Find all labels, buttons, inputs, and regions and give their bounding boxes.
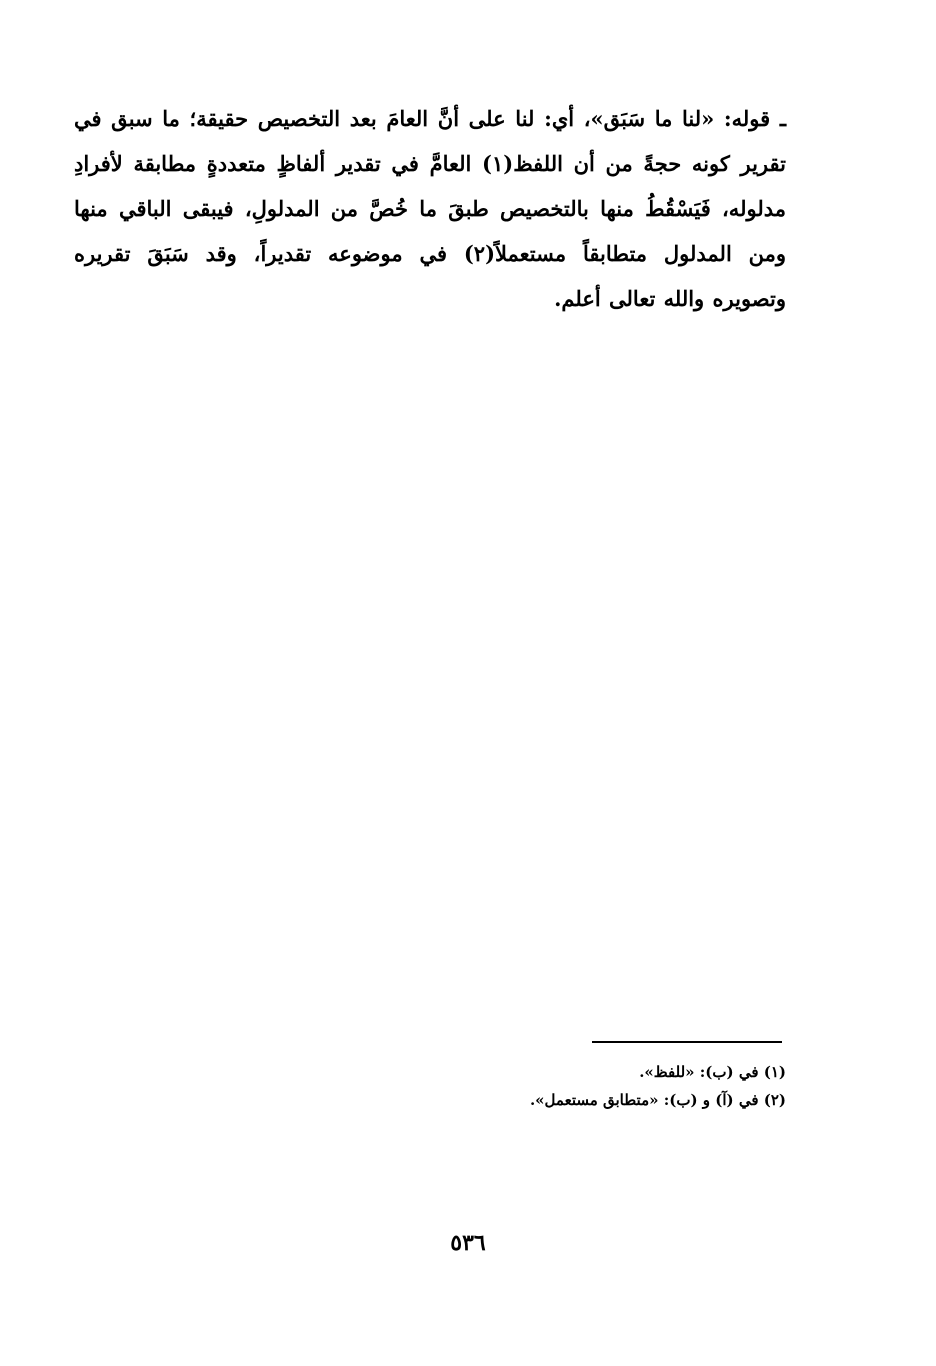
footnote-separator [592, 1041, 782, 1043]
main-text-block [74, 96, 786, 321]
footnote-1: (١) في (ب): «للفظ». [639, 1063, 786, 1081]
body-paragraph: ـ قوله: «لنا ما سَبَق»، أي: لنا على أنَّ العامَ بعد التخصيص حقيقة؛ ما سبق في تقرير كونه حجةً من أن اللفظ(١) العامَّ في تقدير ألفاظٍ متعددةٍ مطابقة لأفرادِ مدلوله، فَيَسْقُطُ منها بالتخصيص طبقَ ما خُصَّ من المدلولِ، فيبقى الباقي منها ومن المدلول متطابقاً مستعملاً(٢) في موضوعه تقديراً، وقد سَبَقَ تقريره وتصويره والله تعالى أعلم. [74, 106, 786, 311]
footnotes-section [400, 1058, 786, 1114]
page-number: ٥٣٦ [450, 1230, 486, 1256]
footnote-2: (٢) في (آ) و (ب): «متطابق مستعمل». [529, 1091, 786, 1109]
